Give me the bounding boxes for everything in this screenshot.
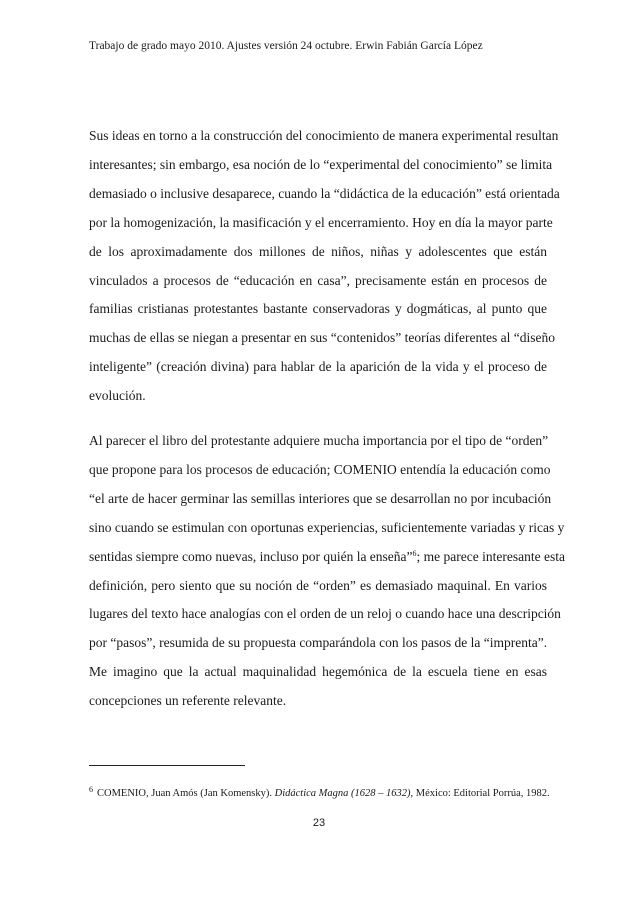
paragraph-1 [89,122,560,411]
text-line: lugares del texto hace analogías con el orden de un reloj o cuando hace una descripción [89,606,561,622]
footnote-publisher: México: Editorial Porrúa, 1982. [415,788,550,799]
text-line: Me imagino que la actual maquinalidad hegemónica de la escuela tiene en esas [89,664,547,680]
text-line: familias cristianas protestantes bastante conservadoras y dogmáticas, al punto que [89,301,547,317]
running-header: Trabajo de grado mayo 2010. Ajustes versión 24 octubre. Erwin Fabián García López [89,40,483,52]
footnote-title: Didáctica Magna (1628 – 1632), [274,788,414,799]
text-line: que propone para los procesos de educación; COMENIO entendía la educación como [89,461,551,477]
text-line: Sus ideas en torno a la construcción del conocimiento de manera experimental resultan [89,128,559,143]
page-number: 23 [312,817,326,829]
footnote [89,783,559,801]
text-line: interesantes; sin embargo, esa noción de lo “experimental del conocimiento” se limita [89,156,553,172]
text-line: de los aproximadamente dos millones de niños, niñas y adolescentes que están [89,243,547,259]
text-line: sino cuando se estimulan con oportunas experiencias, suficientemente variadas y ricas y [89,519,565,535]
text-line: concepciones un referente relevante. [89,693,287,709]
footnote-separator [89,765,245,766]
text-line: “el arte de hacer germinar las semillas interiores que se desarrollan no por incubación [89,490,552,506]
text-line: por la homogenización, la masificación y el encerramiento. Hoy en día la mayor parte [89,214,553,230]
footnote-reference[interactable]: 6 [412,548,417,558]
text-line: definición, pero siento que su noción de “orden” es demasiado maquinal. En varios [89,577,547,593]
text-segment: ; me parece interesante esta [416,548,565,564]
text-line: Al parecer el libro del protestante adquiere mucha importancia por el tipo de “orden” [89,433,549,448]
text-line: vinculados a procesos de “educación en casa”, precisamente están en procesos de [89,272,547,288]
text-line: demasiado o inclusive desaparece, cuando la “didáctica de la educación” está orientada [89,185,560,201]
text-line-with-footnote-ref [89,543,565,572]
paragraph-2 [89,427,565,716]
footnote-number: 6 [89,785,93,794]
text-line: inteligente” (creación divina) para hablar de la aparición de la vida y el proceso de [89,359,547,375]
text-line: muchas de ellas se niegan a presentar en sus “contenidos” teorías diferentes al “diseño [89,330,555,346]
text-line: evolución. [89,388,146,404]
text-line: por “pasos”, resumida de su propuesta comparándola con los pasos de la “imprenta”. [89,635,548,651]
footnote-author: COMENIO, Juan Amós (Jan Komensky). [97,788,272,799]
text-segment: sentidas siempre como nuevas, incluso por quién la enseña” [89,548,413,564]
